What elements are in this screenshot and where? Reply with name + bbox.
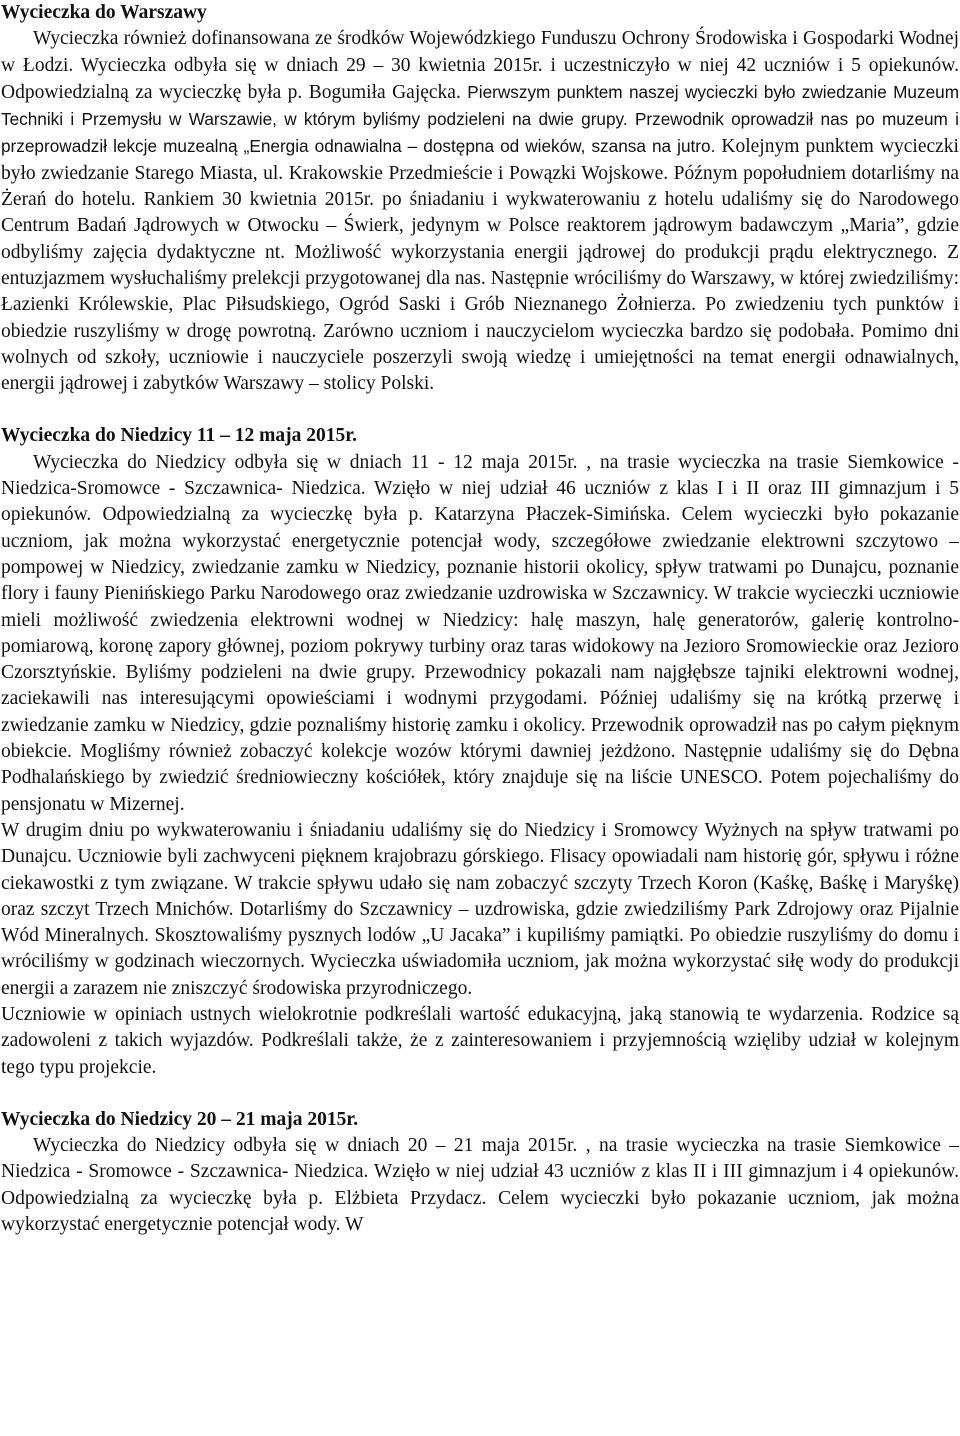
text-run: Uczniowie w opiniach ustnych wielokrotnie podkreślali wartość edukacyjną, jaką stanowią te wydarzenia. Rodzice są zadowoleni z takich wyjazdów. Podkreślali także, że z zainteresowaniem i przyjemnością wzięliby udział w kolejnym tego typu projekcie. [1,1003,959,1078]
spacer [1,1081,959,1107]
section-title: Wycieczka do Niedzicy 20 – 21 maja 2015r. [1,1108,359,1130]
paragraph [1,818,959,1002]
text-run: Pierwszym punktem naszej wycieczki było zwiedzanie Muzeum Techniki i Przemysłu w Warszawie, w którym byliśmy podzieleni na dwie grupy. Przewodnik oprowadził nas po muzeum i przeprowadził lekcje muzealną „Energia odnawialna – dostępna od wieków, szansa na jutro. [1,81,960,157]
section-niedzica-11-12 [1,423,959,1080]
text-run: Kolejnym punktem wycieczki było zwiedzanie Starego Miasta, ul. Krakowskie Przedmieście i Powązki Wojskowe. Późnym popołudniem dotarliśmy na Żerań do hotelu. Rankiem 30 kwietnia 2015r. po śniadaniu i wykwaterowaniu z hotelu udaliśmy się do Narodowego Centrum Badań Jądrowych w Otwocku – Świerk, jedynym w Polsce reaktorem jądrowym badawczym „Maria”, gdzie odbyliśmy zajęcia dydaktyczne nt. Możliwość wykorzystania energii jądrowej do produkcji prądu elektrycznego. Z entuzjazmem wysłuchaliśmy prelekcji przygotowanej dla nas. Następnie wróciliśmy do Warszawy, w której zwiedziliśmy: Łazienki Królewskie, Plac Piłsudskiego, Ogród Saski i Grób Nieznanego Żołnierza. Po zwiedzeniu tych punktów i obiedzie ruszyliśmy w drogę powrotną. Zarówno uczniom i nauczycielom wycieczka bardzo się podobała. Pomimo dni wolnych od szkoły, uczniowie i nauczyciele poszerzyli swoją wiedzę i umiejętności na temat energii odnawialnych, energii jądrowej i zabytków Warszawy – stolicy Polski. [1,136,959,395]
spacer [1,397,959,423]
text-run: Wycieczka również dofinansowana ze środków Wojewódzkiego Funduszu Ochrony Środowiska i Gospodarki Wodnej w Łodzi. Wycieczka odbyła się w dniach 29 – 30 kwietnia 2015r. i uczestniczyło w niej 42 uczniów i 5 opiekunów. Odpowiedzialną za wycieczkę była p. Bogumiła Gajęcka. [1,28,959,103]
document-page [1,0,959,1238]
section-title: Wycieczka do Niedzicy 11 – 12 maja 2015r. [1,425,358,447]
text-run: Wycieczka do Niedzicy odbyła się w dniach 20 – 21 maja 2015r. , na trasie wycieczka na trasie Siemkowice – Niedzica - Sromowce - Szczawnica- Niedzica. Wzięło w niej udział 43 uczniów z klas II i III gimnazjum i 4 opiekunów. Odpowiedzialną za wycieczkę była p. Elżbieta Przydacz. Celem wycieczki było pokazanie uczniom, jak można wykorzystać energetycznie potencjał wody. W [1,1135,959,1236]
section-niedzica-20-21 [1,1107,959,1238]
section-warszawa [1,0,959,397]
paragraph [1,1133,959,1238]
text-run: Wycieczka do Niedzicy odbyła się w dniach 11 - 12 maja 2015r. , na trasie wycieczka na trasie Siemkowice - Niedzica-Sromowce - Szczawnica- Niedzica. Wzięło w niej udział 46 uczniów z klas I i II oraz III gimnazjum i 5 opiekunów. Odpowiedzialną za wycieczkę była p. Katarzyna Płaczek-Simińska. Celem wycieczki było pokazanie uczniom, jak można wykorzystać energetycznie potencjał wody, szczegółowe zwiedzanie elektrowni szczytowo – pompowej w Niedzicy, zwiedzanie zamku w Niedzicy, poznanie historii okolicy, spływ tratwami po Dunajcu, poznanie flory i fauny Pienińskiego Parku Narodowego oraz zwiedzanie uzdrowiska w Szczawnicy. W trakcie wycieczki uczniowie mieli możliwość zwiedzenia elektrowni wodnej w Niedzicy: halę maszyn, halę generatorów, galerię kontrolno-pomiarową, koronę zapory głównej, poziom pokrywy turbiny oraz taras widokowy na Jezioro Sromowieckie oraz Jezioro Czorsztyńskie. Byliśmy podzieleni na dwie grupy. Przewodnicy pokazali nam najgłębsze tajniki elektrowni wodnej, zaciekawili nas interesującymi opowieściami i wodnymi przygodami. Później udaliśmy się na krótką przerwę i zwiedzanie zamku w Niedzicy, gdzie poznaliśmy historię zamku i okolicy. Przewodnik oprowadził nas po całym pięknym obiekcie. Mogliśmy również zobaczyć kolekcje wozów którymi dawniej jeżdżono. Następnie udaliśmy się do Dębna Podhalańskiego by zwiedzić średniowieczny kościółek, który znajduje się na liście UNESCO. Potem pojechaliśmy do pensjonatu w Mizernej. [1,451,959,815]
paragraph [1,1002,959,1081]
text-run: W drugim dniu po wykwaterowaniu i śniadaniu udaliśmy się do Niedzicy i Sromowcy Wyżnych na spływ tratwami po Dunajcu. Uczniowie byli zachwyceni pięknem krajobrazu górskiego. Flisacy opowiadali nam historię gór, spływu i różne ciekawostki z tym związane. W trakcie spływu udało się nam zobaczyć szczyty Trzech Koron (Kaśkę, Baśkę i Maryśkę) oraz szczyt Trzech Mnichów. Dotarliśmy do Szczawnicy – uzdrowiska, gdzie zwiedziliśmy Park Zdrojowy oraz Pijalnie Wód Mineralnych. Skosztowaliśmy pysznych lodów „U Jacaka” i kupiliśmy pamiątki. Po obiedzie ruszyliśmy do domu i wróciliśmy w godzinach wieczornych. Wycieczka uświadomiła uczniom, jak można wykorzystać siłę wody do produkcji energii a zarazem nie zniszczyć środowiska przyrodniczego. [1,819,959,999]
section-title: Wycieczka do Warszawy [1,2,207,23]
paragraph [1,450,959,818]
paragraph [1,26,959,397]
